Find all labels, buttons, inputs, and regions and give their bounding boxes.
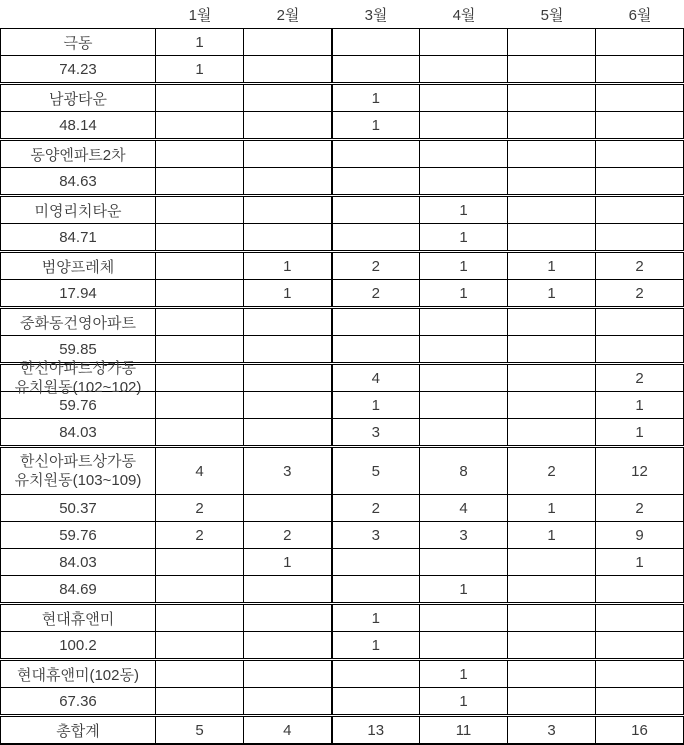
value-cell[interactable] <box>332 660 420 688</box>
value-cell[interactable]: 2 <box>596 364 684 392</box>
value-cell[interactable] <box>420 140 508 168</box>
pivot-table <box>0 28 684 745</box>
value-cell[interactable] <box>508 364 596 392</box>
value-cell[interactable]: 2 <box>332 280 420 308</box>
row-label-cell[interactable] <box>1 447 156 495</box>
value-cell[interactable]: 1 <box>508 495 596 522</box>
row-label-cell[interactable]: 총합계 <box>1 716 156 745</box>
row-label-cell[interactable]: 100.2 <box>1 632 156 660</box>
value-cell[interactable]: 1 <box>508 252 596 280</box>
value-cell[interactable] <box>596 56 684 84</box>
value-cell[interactable] <box>596 576 684 604</box>
value-cell[interactable] <box>508 140 596 168</box>
value-cell[interactable]: 1 <box>420 280 508 308</box>
value-cell[interactable]: 5 <box>332 447 420 495</box>
row-label-cell[interactable]: 67.36 <box>1 688 156 716</box>
value-cell[interactable]: 1 <box>420 252 508 280</box>
value-cell[interactable]: 1 <box>596 419 684 447</box>
value-cell[interactable] <box>420 84 508 112</box>
value-cell[interactable] <box>244 495 332 522</box>
value-cell[interactable]: 1 <box>508 522 596 549</box>
value-cell[interactable] <box>156 140 244 168</box>
row-label-cell[interactable]: 50.37 <box>1 495 156 522</box>
value-cell[interactable] <box>420 56 508 84</box>
value-cell[interactable] <box>420 604 508 632</box>
value-cell[interactable] <box>596 604 684 632</box>
value-cell[interactable] <box>508 29 596 56</box>
value-cell[interactable] <box>596 308 684 336</box>
value-cell[interactable]: 4 <box>244 716 332 745</box>
value-cell[interactable]: 1 <box>332 604 420 632</box>
row-label-cell[interactable]: 59.76 <box>1 522 156 549</box>
value-cell[interactable] <box>508 419 596 447</box>
value-cell[interactable] <box>244 308 332 336</box>
value-cell[interactable]: 1 <box>244 280 332 308</box>
row-label-two-line: 한신아파트상가동 유치원동(103~109) <box>14 453 142 489</box>
value-cell[interactable] <box>244 84 332 112</box>
table-row <box>1 29 684 56</box>
value-cell[interactable]: 1 <box>332 112 420 140</box>
value-cell[interactable]: 2 <box>332 495 420 522</box>
table-row <box>1 252 684 280</box>
table-row <box>1 576 684 604</box>
value-cell[interactable] <box>244 140 332 168</box>
row-label-cell[interactable]: 중화동건영아파트 <box>1 308 156 336</box>
value-cell[interactable]: 3 <box>420 522 508 549</box>
table-row <box>1 196 684 224</box>
value-cell[interactable] <box>420 392 508 419</box>
month-header-cell-3[interactable]: 3월 <box>364 6 388 24</box>
value-cell[interactable]: 3 <box>332 522 420 549</box>
value-cell[interactable] <box>420 112 508 140</box>
value-cell[interactable]: 2 <box>156 522 244 549</box>
value-cell[interactable]: 2 <box>332 252 420 280</box>
value-cell[interactable] <box>508 84 596 112</box>
value-cell[interactable] <box>420 419 508 447</box>
value-cell[interactable] <box>244 688 332 716</box>
table-row <box>1 495 684 522</box>
value-cell[interactable] <box>596 84 684 112</box>
value-cell[interactable] <box>596 224 684 252</box>
value-cell[interactable]: 2 <box>244 522 332 549</box>
value-cell[interactable] <box>596 196 684 224</box>
value-cell[interactable]: 1 <box>332 84 420 112</box>
value-cell[interactable] <box>244 604 332 632</box>
table-row <box>1 280 684 308</box>
value-cell[interactable] <box>508 392 596 419</box>
value-cell[interactable]: 16 <box>596 716 684 745</box>
row-label-cell[interactable]: 동양엔파트2차 <box>1 140 156 168</box>
value-cell[interactable]: 5 <box>156 716 244 745</box>
value-cell[interactable]: 2 <box>596 252 684 280</box>
table-row <box>1 632 684 660</box>
value-cell[interactable] <box>420 549 508 576</box>
row-label-cell[interactable]: 84.69 <box>1 576 156 604</box>
table-row <box>1 112 684 140</box>
value-cell[interactable]: 8 <box>420 447 508 495</box>
value-cell[interactable] <box>508 56 596 84</box>
value-cell[interactable]: 3 <box>244 447 332 495</box>
value-cell[interactable] <box>156 632 244 660</box>
value-cell[interactable] <box>244 632 332 660</box>
value-cell[interactable] <box>596 660 684 688</box>
value-cell[interactable]: 1 <box>332 632 420 660</box>
row-label-cell[interactable]: 극동 <box>1 29 156 56</box>
value-cell[interactable] <box>244 660 332 688</box>
value-cell[interactable] <box>420 29 508 56</box>
row-label-cell[interactable]: 84.03 <box>1 549 156 576</box>
value-cell[interactable] <box>156 84 244 112</box>
row-label-cell[interactable]: 현대휴앤미(102동) <box>1 660 156 688</box>
value-cell[interactable]: 4 <box>332 364 420 392</box>
value-cell[interactable]: 2 <box>596 495 684 522</box>
value-cell[interactable]: 1 <box>420 660 508 688</box>
value-cell[interactable] <box>508 308 596 336</box>
month-header-cell-6[interactable]: 6월 <box>628 6 652 24</box>
pivot-table-body <box>1 29 684 745</box>
value-cell[interactable]: 2 <box>596 280 684 308</box>
value-cell[interactable] <box>508 660 596 688</box>
month-header-cell-2[interactable]: 2월 <box>276 6 300 24</box>
value-cell[interactable] <box>332 56 420 84</box>
month-header-cell-4[interactable]: 4월 <box>452 6 476 24</box>
row-label-cell[interactable]: 48.14 <box>1 112 156 140</box>
month-header-row <box>0 0 684 28</box>
value-cell[interactable]: 1 <box>156 56 244 84</box>
value-cell[interactable]: 1 <box>420 688 508 716</box>
table-row <box>1 604 684 632</box>
value-cell[interactable] <box>156 224 244 252</box>
row-label-cell[interactable]: 84.03 <box>1 419 156 447</box>
value-cell[interactable] <box>596 336 684 364</box>
month-header-cell-5[interactable]: 5월 <box>540 6 564 24</box>
value-cell[interactable] <box>332 336 420 364</box>
value-cell[interactable]: 2 <box>508 447 596 495</box>
value-cell[interactable] <box>508 576 596 604</box>
value-cell[interactable] <box>332 224 420 252</box>
value-cell[interactable] <box>508 688 596 716</box>
table-row <box>1 140 684 168</box>
value-cell[interactable] <box>244 196 332 224</box>
value-cell[interactable]: 1 <box>332 392 420 419</box>
table-row <box>1 84 684 112</box>
value-cell[interactable]: 1 <box>156 29 244 56</box>
value-cell[interactable]: 1 <box>244 549 332 576</box>
value-cell[interactable] <box>596 688 684 716</box>
value-cell[interactable] <box>508 632 596 660</box>
value-cell[interactable]: 3 <box>508 716 596 745</box>
value-cell[interactable] <box>332 308 420 336</box>
value-cell[interactable] <box>332 140 420 168</box>
value-cell[interactable]: 1 <box>244 252 332 280</box>
value-cell[interactable]: 9 <box>596 522 684 549</box>
value-cell[interactable] <box>156 688 244 716</box>
value-cell[interactable] <box>508 336 596 364</box>
value-cell[interactable] <box>156 112 244 140</box>
value-cell[interactable]: 1 <box>420 196 508 224</box>
table-row <box>1 308 684 336</box>
value-cell[interactable] <box>156 364 244 392</box>
row-label-cell[interactable]: 74.23 <box>1 56 156 84</box>
value-cell[interactable] <box>244 392 332 419</box>
table-row <box>1 168 684 196</box>
value-cell[interactable] <box>244 168 332 196</box>
table-row <box>1 447 684 495</box>
value-cell[interactable] <box>596 140 684 168</box>
value-cell[interactable] <box>508 549 596 576</box>
table-row <box>1 419 684 447</box>
row-label-cell[interactable]: 남광타운 <box>1 84 156 112</box>
value-cell[interactable] <box>156 549 244 576</box>
value-cell[interactable]: 3 <box>332 419 420 447</box>
value-cell[interactable] <box>244 56 332 84</box>
value-cell[interactable]: 2 <box>156 495 244 522</box>
value-cell[interactable] <box>596 168 684 196</box>
value-cell[interactable] <box>156 604 244 632</box>
value-cell[interactable] <box>508 604 596 632</box>
row-label-two-line: 한신아파트상가동 유치원동(102~102) <box>14 360 142 396</box>
row-label-cell[interactable]: 미영리치타운 <box>1 196 156 224</box>
row-label-cell[interactable]: 59.76 <box>1 392 156 419</box>
row-label-cell[interactable] <box>1 360 156 396</box>
value-cell[interactable] <box>332 196 420 224</box>
table-row <box>1 660 684 688</box>
value-cell[interactable] <box>156 419 244 447</box>
value-cell[interactable] <box>420 364 508 392</box>
value-cell[interactable] <box>420 632 508 660</box>
value-cell[interactable] <box>596 29 684 56</box>
value-cell[interactable] <box>156 308 244 336</box>
table-row <box>1 716 684 745</box>
value-cell[interactable]: 4 <box>156 447 244 495</box>
row-label-cell[interactable]: 17.94 <box>1 280 156 308</box>
value-cell[interactable] <box>332 168 420 196</box>
value-cell[interactable] <box>156 576 244 604</box>
table-row <box>1 688 684 716</box>
value-cell[interactable]: 4 <box>420 495 508 522</box>
value-cell[interactable] <box>332 688 420 716</box>
value-cell[interactable] <box>156 660 244 688</box>
value-cell[interactable]: 1 <box>596 392 684 419</box>
value-cell[interactable] <box>156 336 244 364</box>
value-cell[interactable] <box>156 280 244 308</box>
value-cell[interactable] <box>508 224 596 252</box>
value-cell[interactable] <box>420 308 508 336</box>
table-row <box>1 522 684 549</box>
value-cell[interactable] <box>508 112 596 140</box>
value-cell[interactable]: 1 <box>420 224 508 252</box>
row-label-cell[interactable]: 현대휴앤미 <box>1 604 156 632</box>
value-cell[interactable]: 1 <box>508 280 596 308</box>
table-row <box>1 56 684 84</box>
value-cell[interactable] <box>244 419 332 447</box>
value-cell[interactable] <box>508 196 596 224</box>
value-cell[interactable]: 11 <box>420 716 508 745</box>
value-cell[interactable] <box>332 29 420 56</box>
table-row <box>1 364 684 392</box>
row-label-cell[interactable]: 84.71 <box>1 224 156 252</box>
value-cell[interactable] <box>420 168 508 196</box>
row-label-cell[interactable]: 59.85 <box>1 336 156 364</box>
value-cell[interactable] <box>244 576 332 604</box>
value-cell[interactable] <box>332 549 420 576</box>
value-cell[interactable] <box>596 112 684 140</box>
value-cell[interactable] <box>596 632 684 660</box>
value-cell[interactable]: 12 <box>596 447 684 495</box>
value-cell[interactable] <box>244 29 332 56</box>
row-label-cell[interactable]: 범양프레체 <box>1 252 156 280</box>
value-cell[interactable] <box>244 336 332 364</box>
table-row <box>1 549 684 576</box>
value-cell[interactable] <box>332 576 420 604</box>
value-cell[interactable] <box>244 364 332 392</box>
value-cell[interactable] <box>156 196 244 224</box>
value-cell[interactable] <box>156 392 244 419</box>
value-cell[interactable] <box>156 168 244 196</box>
value-cell[interactable]: 1 <box>420 576 508 604</box>
value-cell[interactable] <box>156 252 244 280</box>
value-cell[interactable] <box>420 336 508 364</box>
value-cell[interactable] <box>244 224 332 252</box>
month-header-cell-1[interactable]: 1월 <box>188 6 212 24</box>
value-cell[interactable] <box>508 168 596 196</box>
row-label-cell[interactable]: 84.63 <box>1 168 156 196</box>
value-cell[interactable] <box>244 112 332 140</box>
table-row <box>1 224 684 252</box>
value-cell[interactable]: 1 <box>596 549 684 576</box>
value-cell[interactable]: 13 <box>332 716 420 745</box>
